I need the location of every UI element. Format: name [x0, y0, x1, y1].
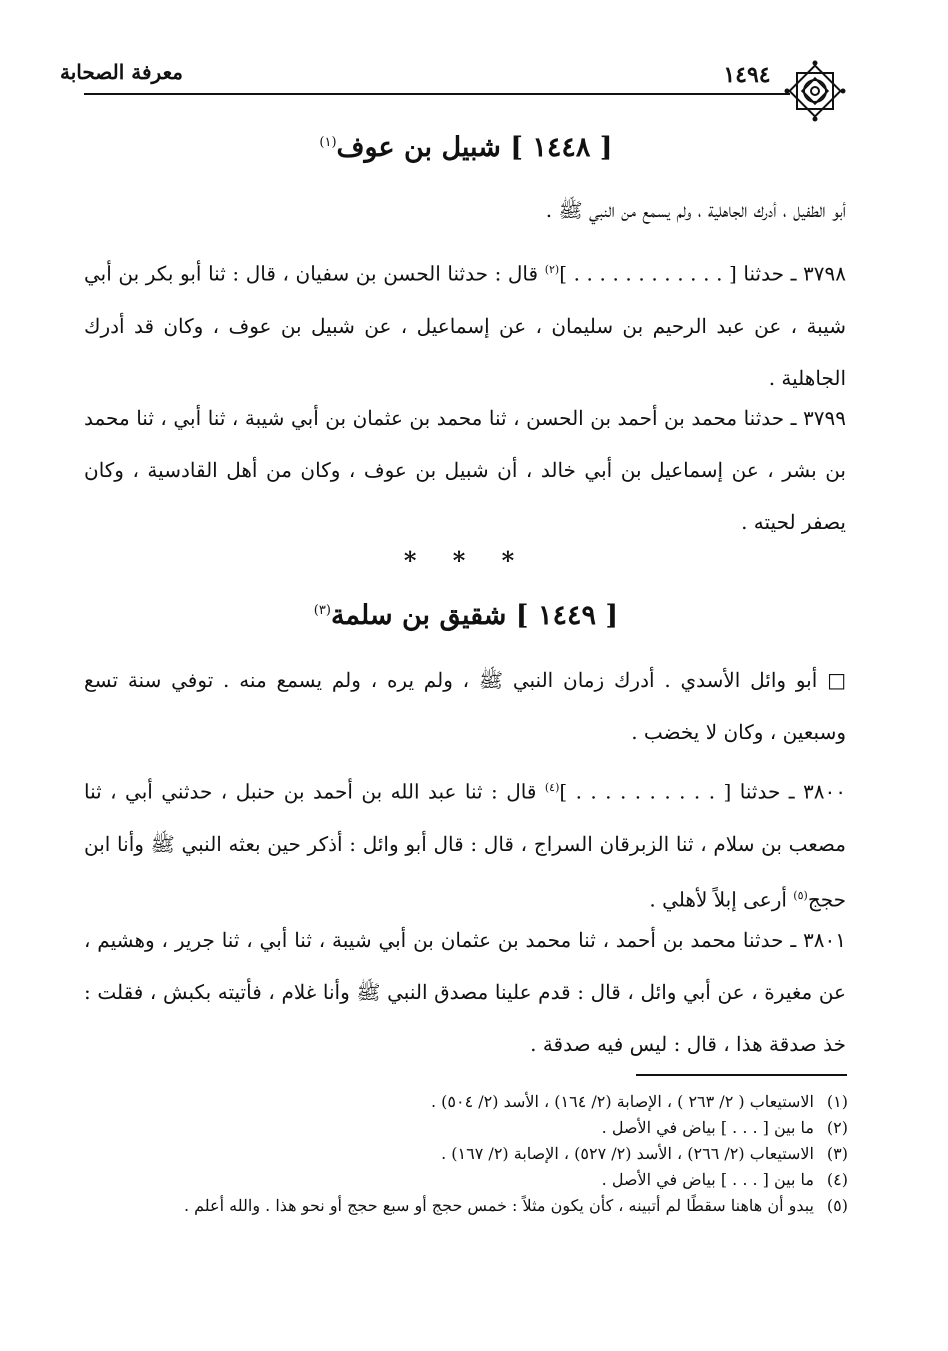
running-head-title: معرفة الصحابة [60, 60, 183, 84]
hadith-3799: ٣٧٩٩ ـ حدثنا محمد بن أحمد بن الحسن ، ثنا محمد بن عثمان بن أبي شيبة ، ثنا أبي ، ثنا محمد بن بشر ، عن إسماعيل بن أبي خالد ، أن شبيل بن عوف ، وكان من أهل القادسية ، وكان يصفر لحيته . [84, 406, 846, 534]
hadith-3798 [84, 244, 846, 404]
footnote-marker: (٥) [793, 888, 808, 902]
ornament-emblem-icon [784, 60, 846, 122]
entry-heading-text: [ ١٤٤٨ ] شبيل بن عوف [336, 132, 613, 163]
hadith-text: ٣٨٠٠ ـ حدثنا [ . . . . . . . . . . ] [559, 779, 846, 804]
footnote [70, 1193, 848, 1219]
entry-intro-1448: أبو الطفيل ، أدرك الجاهلية ، ولم يسمع من النبي ﷺ . [545, 198, 846, 222]
footnote-number: (١) [826, 1092, 848, 1111]
entry-heading-1448 [84, 132, 848, 163]
entry-heading-1449 [84, 600, 848, 631]
footnotes [70, 1089, 848, 1219]
hadith-3801: ٣٨٠١ ـ حدثنا محمد بن أحمد ، ثنا محمد بن عثمان بن أبي شيبة ، ثنا أبي ، ثنا جرير ، وهشيم ، عن مغيرة ، عن أبي وائل ، قال : قدم علينا مصدق النبي ﷺ وأنا غلام ، فأتيته بكبش ، فقلت : خذ صدقة هذا ، قال : ليس فيه صدقة . [84, 928, 846, 1056]
footnote-number: (٣) [826, 1144, 848, 1163]
hadith-3800 [84, 762, 846, 925]
footnote [70, 1089, 848, 1115]
footnote-number: (٤) [826, 1170, 848, 1189]
footnote [70, 1115, 848, 1141]
footnote [70, 1167, 848, 1193]
header-divider [84, 93, 790, 95]
footnote-marker: (٣) [313, 603, 331, 618]
hadith-text: أرعى إبلاً لأهلي . [649, 887, 794, 912]
hadith-text: قال : ثنا عبد الله بن أحمد بن حنبل ، حدثني أبي ، ثنا مصعب بن سلام ، ثنا الزبرقان السراج ، قال : قال أبو وائل : أذكر حين بعثه النبي ﷺ وأنا ابن حجج [84, 779, 846, 912]
footnote-text: ما بين [ . . . ] بياض في الأصل . [601, 1118, 814, 1137]
footnote-marker: (١) [319, 135, 337, 150]
footnote-text: ما بين [ . . . ] بياض في الأصل . [601, 1170, 814, 1189]
page-number: ١٤٩٤ [723, 62, 771, 88]
footnote-divider [636, 1074, 847, 1076]
entry-intro-1449: □ أبو وائل الأسدي . أدرك زمان النبي ﷺ ، ولم يره ، ولم يسمع منه . توفي سنة تسع وسبعين ، وكان لا يخضب . [84, 668, 846, 744]
entry-heading-text: [ ١٤٤٩ ] شقيق بن سلمة [330, 600, 619, 631]
footnote [70, 1141, 848, 1167]
footnote-text: الاستيعاب ( ٢/ ٢٦٣ ) ، الإصابة (٢/ ١٦٤) ، الأسد (٢/ ٥٠٤) . [430, 1092, 814, 1111]
footnote-number: (٢) [826, 1118, 848, 1137]
footnote-marker: (٤) [544, 781, 560, 794]
hadith-text: ٣٧٩٨ ـ حدثنا [ . . . . . . . . . . . . ] [559, 261, 847, 286]
hadith-text: قال : حدثنا الحسن بن سفيان ، قال : ثنا أبو بكر بن أبي شيبة ، عن عبد الرحيم بن سليمان ، عن إسماعيل ، عن شبيل بن عوف ، وكان قد أدرك الجاهلية . [84, 261, 846, 390]
footnote-number: (٥) [826, 1196, 848, 1215]
footnote-marker: (٢) [544, 263, 560, 276]
footnote-text: الاستيعاب (٢/ ٢٦٦) ، الأسد (٢/ ٥٢٧) ، الإصابة (٢/ ١٦٧) . [441, 1144, 814, 1163]
section-separator: * * * [403, 546, 529, 575]
footnote-text: يبدو أن هاهنا سقطًا لم أتبينه ، كأن يكون مثلاً : خمس حجج أو سبع حجج أو نحو هذا . والله أعلم . [183, 1196, 814, 1215]
